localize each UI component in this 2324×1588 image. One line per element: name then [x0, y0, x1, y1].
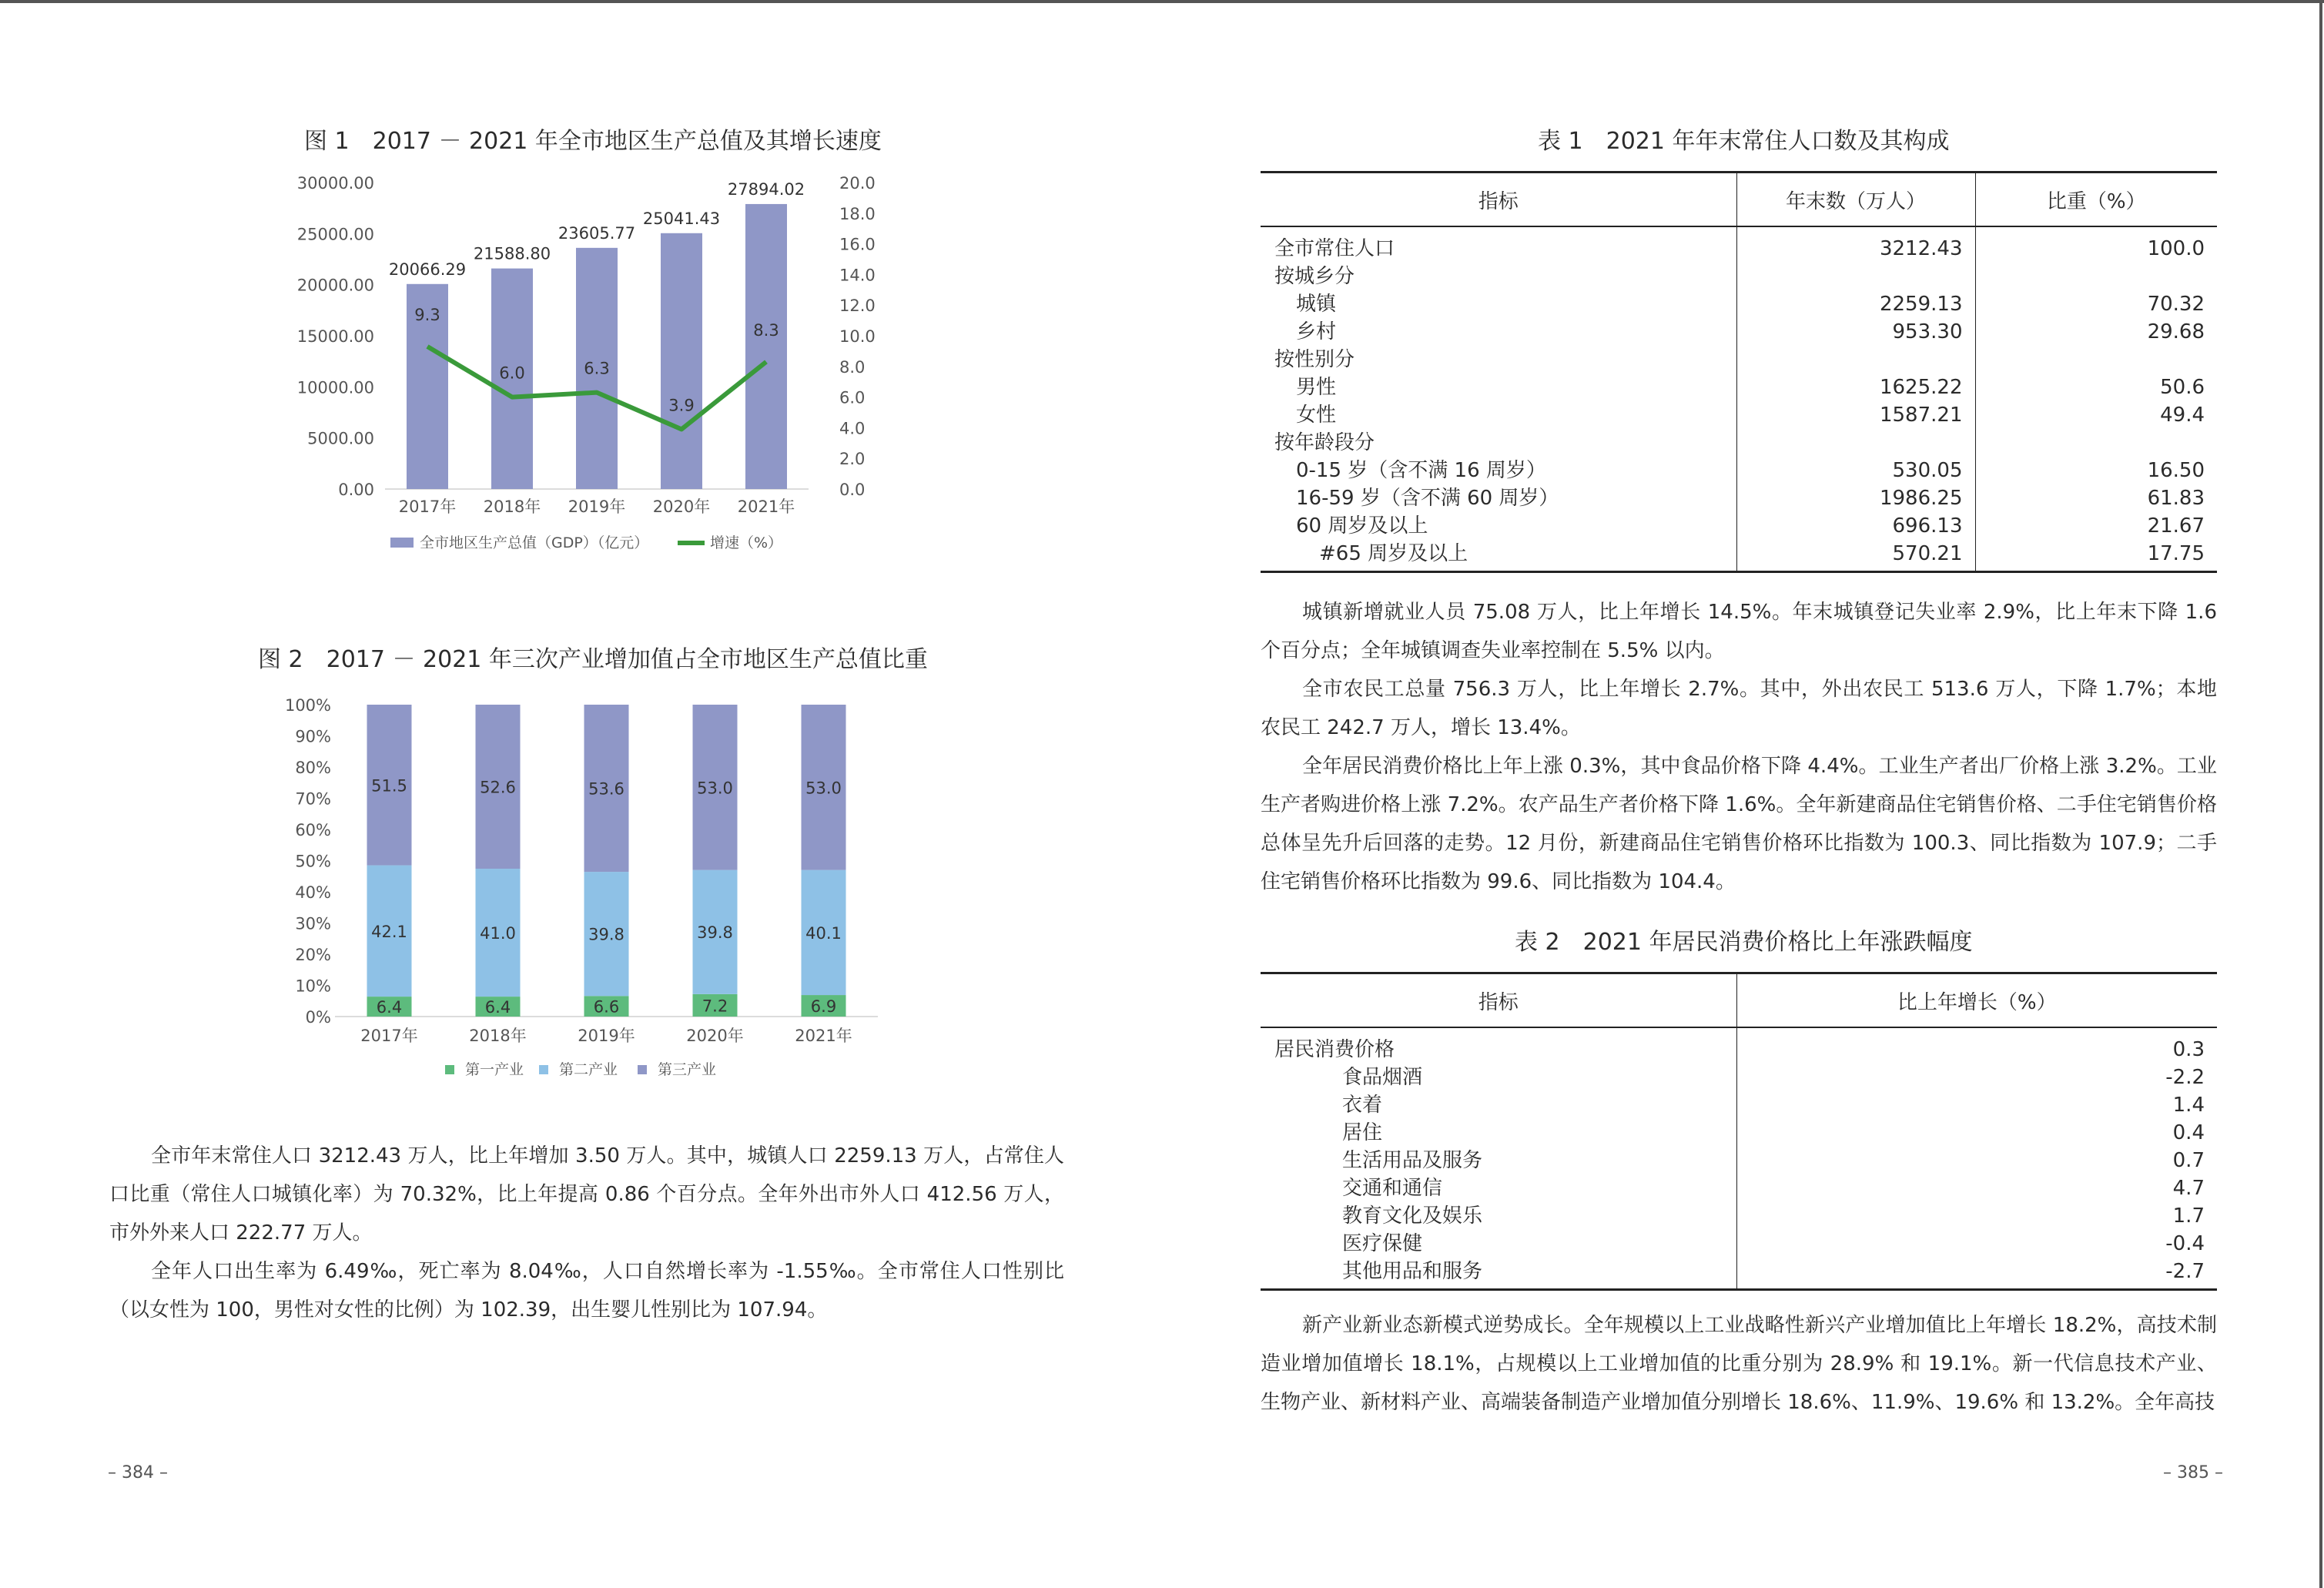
table-row [1261, 1091, 2217, 1119]
x-axis-tick: 2020年 [652, 498, 711, 516]
gdp-bar-label: 27894.02 [727, 179, 805, 199]
legend-swatch [638, 1065, 647, 1074]
gdp-bar [745, 204, 787, 489]
table-row [1261, 263, 2217, 290]
share-bar-label: 6.4 [376, 998, 403, 1017]
growth-rate-label: 6.3 [584, 359, 610, 378]
row-label: 按城乡分 [1274, 265, 1355, 288]
row-label: 乡村 [1296, 320, 1337, 343]
row-label: 衣着 [1342, 1094, 1383, 1117]
table-row [1261, 346, 2217, 374]
table-row [1261, 1119, 2217, 1147]
table-row [1261, 457, 2217, 484]
y-axis-tick: 80% [295, 759, 331, 777]
paragraph-migrant-workers: 全市农民工总量 756.3 万人，比上年增长 2.7%。其中，外出农民工 513.6 万人，下降 1.7%；本地农民工 242.7 万人，增长 13.4%。 [1261, 678, 2217, 739]
page-number-right: – 385 – [2163, 1463, 2223, 1482]
share-bar-label: 41.0 [480, 924, 516, 943]
growth-rate-label: 9.3 [414, 305, 440, 324]
figure-1-title: 图 1 2017 － 2021 年全市地区生产总值及其增长速度 [304, 128, 882, 155]
row-value: 16.50 [1975, 457, 2217, 484]
y-axis-tick: 30% [295, 914, 331, 933]
x-axis-tick: 2018年 [483, 498, 541, 516]
row-label: 全市常住人口 [1274, 237, 1395, 260]
row-value: -0.4 [1736, 1230, 2217, 1258]
row-value [1736, 346, 1975, 374]
share-bar-label: 39.8 [588, 925, 625, 944]
y-axis-right-tick: 18.0 [839, 204, 876, 223]
share-bar-label: 53.0 [805, 779, 842, 798]
row-value: 21.67 [1975, 512, 2217, 540]
y-axis-right-tick: 10.0 [839, 327, 876, 346]
row-label: 女性 [1296, 404, 1337, 427]
y-axis-right-tick: 0.0 [839, 481, 866, 499]
gdp-bar [661, 233, 702, 489]
legend-label: 第二产业 [559, 1061, 618, 1078]
row-value [1736, 429, 1975, 457]
row-value: 17.75 [1975, 540, 2217, 572]
y-axis-right-tick: 12.0 [839, 296, 876, 316]
share-bar-label: 40.1 [805, 923, 842, 943]
row-label: 居住 [1342, 1121, 1383, 1144]
growth-rate-label: 6.0 [499, 363, 525, 383]
table-row [1261, 374, 2217, 401]
y-axis-right-tick: 14.0 [839, 266, 876, 285]
row-label: 按性别分 [1274, 348, 1355, 371]
table-row [1261, 540, 2217, 572]
share-bar-label: 42.1 [371, 922, 407, 941]
row-label: 食品烟酒 [1342, 1066, 1423, 1089]
row-value: 696.13 [1736, 512, 1975, 540]
row-label: 居民消费价格 [1274, 1038, 1395, 1061]
legend-label: 第三产业 [658, 1061, 717, 1078]
y-axis-tick: 90% [295, 727, 331, 746]
industry-share-chart [277, 689, 893, 1090]
x-axis-tick: 2019年 [568, 498, 626, 516]
legend-swatch [445, 1065, 454, 1074]
row-value: 1587.21 [1736, 401, 1975, 429]
column-header: 比重（%） [1975, 173, 2217, 227]
row-value: 0.4 [1736, 1119, 2217, 1147]
column-header: 年末数（万人） [1736, 173, 1975, 227]
y-axis-tick: 10% [295, 977, 331, 996]
table-row [1261, 484, 2217, 512]
legend-swatch [539, 1065, 548, 1074]
paragraph-employment: 城镇新增就业人员 75.08 万人，比上年增长 14.5%。年末城镇登记失业率 2.9%，比上年末下降 1.6 个百分点；全年城镇调查失业率控制在 5.5% 以内。 [1261, 601, 2217, 662]
table-row [1261, 1258, 2217, 1290]
row-value: 1625.22 [1736, 374, 1975, 401]
x-axis-tick: 2017年 [398, 498, 457, 516]
legend-label-growth: 增速（%） [710, 534, 783, 551]
paragraph-population: 全市年末常住人口 3212.43 万人，比上年增加 3.50 万人。其中，城镇人口 2259.13 万人，占常住人口比重（常住人口城镇化率）为 70.32%，比上年提高 0.86 个百分点。全年外出市外人口 412.56 万人，市外外来人口 222.77 万人。 [109, 1144, 1064, 1245]
table-row [1261, 1202, 2217, 1230]
paragraph-new-industries: 新产业新业态新模式逆势成长。全年规模以上工业战略性新兴产业增加值比上年增长 18.2%，高技术制造业增加值增长 18.1%，占规模以上工业增加值的比重分别为 28.9% 和 19.1%。新一代信息技术产业、生物产业、新材料产业、高端装备制造产业增加值分别增长 18.6%、11.9%、19.6% 和 13.2%。全年高技 [1261, 1314, 2217, 1414]
y-axis-right-tick: 4.0 [839, 419, 866, 438]
cpi-table [1261, 972, 2217, 1291]
y-axis-tick: 0% [305, 1008, 331, 1027]
legend-label-gdp: 全市地区生产总值（GDP）（亿元） [420, 534, 649, 551]
row-value: 570.21 [1736, 540, 1975, 572]
row-value [1975, 429, 2217, 457]
y-axis-right-tick: 16.0 [839, 235, 876, 254]
gdp-bar-label: 25041.43 [642, 209, 721, 228]
table-row [1261, 1147, 2217, 1174]
table-row [1261, 1230, 2217, 1258]
share-bar-label: 6.9 [810, 997, 837, 1017]
y-axis-left-tick: 20000.00 [296, 276, 374, 295]
x-axis-tick: 2018年 [469, 1027, 527, 1045]
x-axis-tick: 2021年 [795, 1027, 852, 1045]
row-value [1975, 263, 2217, 290]
row-value [1736, 263, 1975, 290]
row-label: 城镇 [1296, 293, 1337, 316]
legend-swatch-gdp [390, 538, 414, 548]
row-value: -2.7 [1736, 1258, 2217, 1290]
row-value: -2.2 [1736, 1064, 2217, 1091]
row-label: 交通和通信 [1342, 1177, 1443, 1200]
row-label: 按年龄段分 [1274, 431, 1375, 454]
legend-label: 第一产业 [465, 1061, 524, 1078]
y-axis-left-tick: 10000.00 [296, 378, 374, 397]
row-value: 1.7 [1736, 1202, 2217, 1230]
column-header: 指标 [1261, 173, 1736, 227]
table-row [1261, 290, 2217, 318]
share-bar-label: 6.6 [593, 997, 620, 1017]
table-row [1261, 318, 2217, 346]
growth-rate-label: 8.3 [753, 320, 779, 340]
gdp-growth-chart [285, 166, 886, 558]
gdp-bar-label: 23605.77 [558, 223, 636, 243]
row-label: 生活用品及服务 [1342, 1149, 1483, 1172]
y-axis-right-tick: 20.0 [839, 174, 876, 193]
table-header-row [1261, 173, 2217, 227]
y-axis-tick: 70% [295, 789, 331, 809]
table-1-title: 表 1 2021 年年末常住人口数及其构成 [1538, 128, 1950, 155]
row-value: 4.7 [1736, 1174, 2217, 1202]
row-label: 0-15 岁（含不满 16 周岁） [1296, 459, 1546, 482]
x-axis-tick: 2020年 [686, 1027, 744, 1045]
y-axis-tick: 60% [295, 821, 331, 839]
row-value [1975, 346, 2217, 374]
row-value: 953.30 [1736, 318, 1975, 346]
x-axis-tick: 2021年 [737, 498, 795, 516]
table-row [1261, 1174, 2217, 1202]
row-value: 1.4 [1736, 1091, 2217, 1119]
figure-2-title: 图 2 2017 － 2021 年三次产业增加值占全市地区生产总值比重 [258, 646, 928, 673]
table-row [1261, 226, 2217, 263]
row-value: 29.68 [1975, 318, 2217, 346]
row-value: 0.3 [1736, 1027, 2217, 1064]
table-row [1261, 429, 2217, 457]
y-axis-left-tick: 0.00 [338, 481, 374, 499]
right-page [1162, 0, 2324, 1588]
paragraph-birth-rate: 全年人口出生率为 6.49‰，死亡率为 8.04‰，人口自然增长率为 -1.55‰。全市常住人口性别比（以女性为 100，男性对女性的比例）为 102.39，出生婴儿性别比为 107.94。 [109, 1260, 1064, 1322]
y-axis-left-tick: 15000.00 [296, 327, 374, 346]
paragraph-prices: 全年居民消费价格比上年上涨 0.3%，其中食品价格下降 4.4%。工业生产者出厂价格上涨 3.2%。工业生产者购进价格上涨 7.2%。农产品生产者价格下降 1.6%。全年新建商品住宅销售价格、二手住宅销售价格总体呈先升后回落的走势。12 月份，新建商品住宅销售价格环比指数为 100.3、同比指数为 107.9；二手住宅销售价格环比指数为 99.6、同比指数为 104.4。 [1261, 755, 2217, 893]
table-row [1261, 1064, 2217, 1091]
column-header: 指标 [1261, 973, 1736, 1028]
row-label: 教育文化及娱乐 [1342, 1204, 1483, 1228]
table-row [1261, 512, 2217, 540]
table-header-row [1261, 973, 2217, 1028]
y-axis-tick: 100% [284, 696, 331, 715]
gdp-bar-label: 21588.80 [473, 244, 551, 263]
row-label: 16-59 岁（含不满 60 周岁） [1296, 487, 1559, 510]
share-bar-label: 7.2 [702, 997, 728, 1016]
y-axis-right-tick: 6.0 [839, 388, 866, 407]
row-value: 1986.25 [1736, 484, 1975, 512]
share-bar-label: 52.6 [480, 778, 516, 797]
growth-rate-label: 3.9 [668, 396, 695, 415]
row-value: 70.32 [1975, 290, 2217, 318]
y-axis-tick: 20% [295, 946, 331, 964]
gdp-bar-label: 20066.29 [388, 260, 467, 279]
x-axis-tick: 2019年 [578, 1027, 635, 1045]
row-label: 60 周岁及以上 [1296, 514, 1428, 538]
row-value: 0.7 [1736, 1147, 2217, 1174]
row-value: 2259.13 [1736, 290, 1975, 318]
table-row [1261, 1027, 2217, 1064]
page-number-left: – 384 – [108, 1463, 168, 1482]
population-table [1261, 171, 2217, 573]
share-bar-label: 51.5 [371, 776, 407, 796]
row-value: 50.6 [1975, 374, 2217, 401]
share-bar-label: 39.8 [697, 923, 733, 943]
y-axis-tick: 50% [295, 852, 331, 871]
y-axis-right-tick: 2.0 [839, 450, 866, 469]
row-label: #65 周岁及以上 [1261, 540, 1736, 572]
y-axis-left-tick: 30000.00 [296, 174, 374, 193]
share-bar-label: 53.0 [697, 779, 733, 798]
row-value: 49.4 [1975, 401, 2217, 429]
row-label: 其他用品和服务 [1261, 1258, 1736, 1290]
row-label: 医疗保健 [1342, 1232, 1423, 1255]
row-value: 100.0 [1975, 226, 2217, 263]
y-axis-left-tick: 5000.00 [307, 429, 374, 448]
y-axis-right-tick: 8.0 [839, 357, 866, 377]
table-2-title: 表 2 2021 年居民消费价格比上年涨跌幅度 [1515, 929, 1973, 956]
table-row [1261, 401, 2217, 429]
column-header: 比上年增长（%） [1736, 973, 2217, 1028]
row-value: 61.83 [1975, 484, 2217, 512]
row-value: 530.05 [1736, 457, 1975, 484]
row-label: 男性 [1296, 376, 1337, 399]
share-bar-label: 6.4 [484, 998, 511, 1017]
row-value: 3212.43 [1736, 226, 1975, 263]
y-axis-tick: 40% [295, 883, 331, 902]
share-bar-label: 53.6 [588, 779, 625, 799]
y-axis-left-tick: 25000.00 [296, 225, 374, 244]
x-axis-tick: 2017年 [360, 1027, 418, 1045]
